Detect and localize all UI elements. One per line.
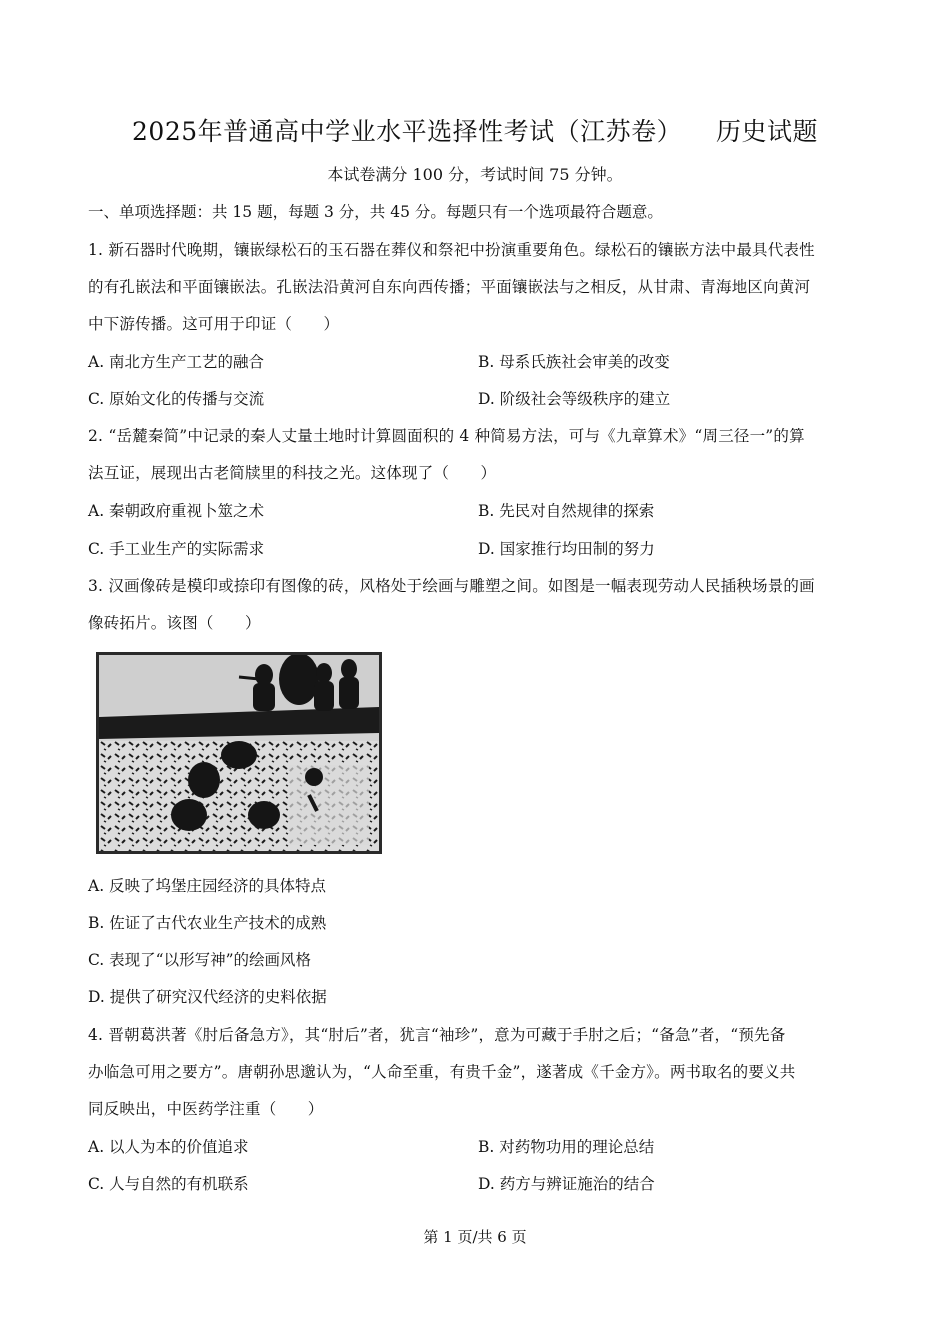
question-2-option-b: B. 先民对自然规律的探索 xyxy=(478,502,655,520)
question-3-line-1: 3. 汉画像砖是模印或捺印有图像的砖，风格处于绘画与雕塑之间。如图是一幅表现劳动人民插秧场景的画 xyxy=(88,577,815,595)
question-1-option-a: A. 南北方生产工艺的融合 xyxy=(88,353,265,371)
rubbing-illustration xyxy=(99,655,379,851)
question-2-line-2: 法互证，展现出古老简牍里的科技之光。这体现了（ ） xyxy=(88,464,497,482)
question-2-option-c: C. 手工业生产的实际需求 xyxy=(88,540,265,558)
exam-subtitle: 本试卷满分 100 分，考试时间 75 分钟。 xyxy=(327,165,623,184)
question-1-line-3: 中下游传播。这可用于印证（ ） xyxy=(88,315,340,333)
question-4-option-a: A. 以人为本的价值追求 xyxy=(88,1138,249,1156)
question-3-option-b: B. 佐证了古代农业生产技术的成熟 xyxy=(88,914,327,932)
question-3-option-d: D. 提供了研究汉代经济的史料依据 xyxy=(88,988,327,1006)
question-3-line-2: 像砖拓片。该图（ ） xyxy=(88,614,261,632)
question-4-option-c: C. 人与自然的有机联系 xyxy=(88,1175,249,1193)
question-4-line-3: 同反映出，中医药学注重（ ） xyxy=(88,1100,324,1118)
question-1-option-c: C. 原始文化的传播与交流 xyxy=(88,390,265,408)
question-1-option-d: D. 阶级社会等级秩序的建立 xyxy=(478,390,671,408)
question-1-line-1: 1. 新石器时代晚期，镶嵌绿松石的玉石器在葬仪和祭祀中扮演重要角色。绿松石的镶嵌方法中最具代表性 xyxy=(88,241,815,259)
exam-title: 2025年普通高中学业水平选择性考试（江苏卷） 历史试题 xyxy=(132,117,818,146)
question-2-option-a: A. 秦朝政府重视卜筮之术 xyxy=(88,502,265,520)
question-1-line-2: 的有孔嵌法和平面镶嵌法。孔嵌法沿黄河自东向西传播；平面镶嵌法与之相反，从甘肃、青海地区向黄河 xyxy=(88,278,811,296)
question-4-line-1: 4. 晋朝葛洪著《肘后备急方》，其“肘后”者，犹言“袖珍”，意为可藏于手肘之后；“备急”者，“预先备 xyxy=(88,1026,786,1044)
han-brick-rubbing-image xyxy=(96,652,382,854)
question-4-line-2: 办临急可用之要方”。唐朝孙思邈认为，“人命至重，有贵千金”，遂著成《千金方》。两书取名的要义共 xyxy=(88,1063,796,1081)
question-3-option-a: A. 反映了坞堡庄园经济的具体特点 xyxy=(88,877,327,895)
question-3-option-c: C. 表现了“以形写神”的绘画风格 xyxy=(88,951,312,969)
question-1-option-b: B. 母系氏族社会审美的改变 xyxy=(478,353,670,371)
question-2-option-d: D. 国家推行均田制的努力 xyxy=(478,540,655,558)
section-heading: 一、单项选择题：共 15 题，每题 3 分，共 45 分。每题只有一个选项最符合题意。 xyxy=(88,203,663,221)
question-4-option-d: D. 药方与辨证施治的结合 xyxy=(478,1175,655,1193)
question-4-option-b: B. 对药物功用的理论总结 xyxy=(478,1138,655,1156)
question-2-line-1: 2. “岳麓秦简”中记录的秦人丈量土地时计算圆面积的 4 种简易方法，可与《九章算术》“周三径一”的算 xyxy=(88,427,805,445)
page-number: 第 1 页/共 6 页 xyxy=(423,1228,527,1246)
